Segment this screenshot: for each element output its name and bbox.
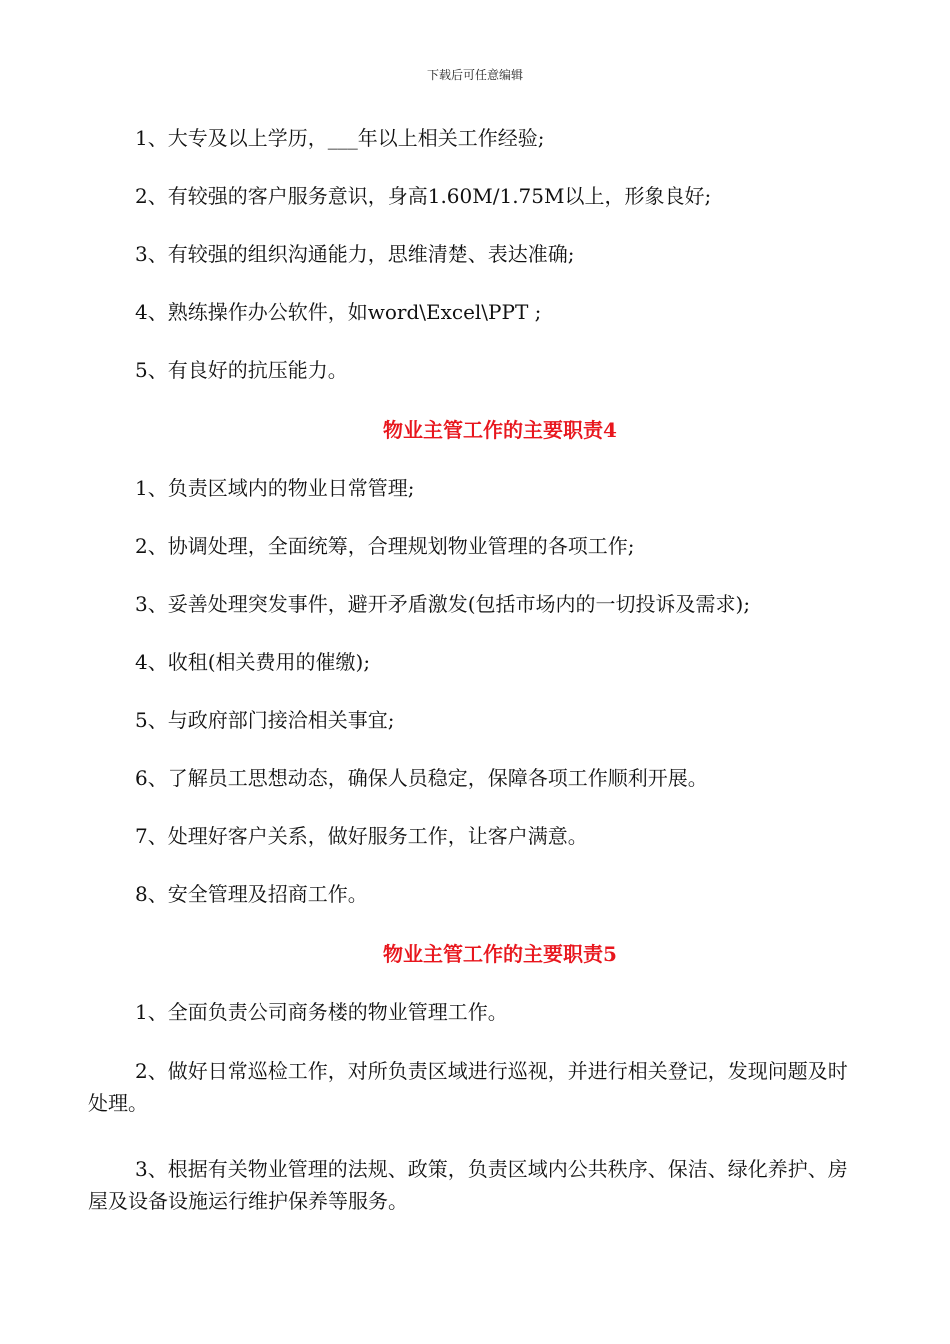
list-item: 5、与政府部门接洽相关事宜;: [135, 708, 395, 732]
list-item: 1、大专及以上学历，___年以上相关工作经验;: [135, 126, 545, 150]
list-item: 3、妥善处理突发事件，避开矛盾激发(包括市场内的一切投诉及需求);: [135, 592, 751, 616]
list-item: 6、了解员工思想动态，确保人员稳定，保障各项工作顺利开展。: [135, 766, 708, 790]
section-heading: 物业主管工作的主要职责5: [383, 942, 617, 966]
list-item: 2、有较强的客户服务意识，身高1.60M/1.75M以上，形象良好;: [135, 184, 712, 208]
list-item: 4、熟练操作办公软件，如word\Excel\PPT ;: [135, 300, 542, 324]
list-item: 7、处理好客户关系，做好服务工作，让客户满意。: [135, 824, 588, 848]
list-item: 1、全面负责公司商务楼的物业管理工作。: [135, 1000, 508, 1024]
list-item: 5、有良好的抗压能力。: [135, 358, 348, 382]
paragraph: 3、根据有关物业管理的法规、政策，负责区域内公共秩序、保洁、绿化养护、房屋及设备设施运行维护保养等服务。: [88, 1157, 848, 1213]
list-item: 4、收租(相关费用的催缴);: [135, 650, 371, 674]
page-header: 下载后可任意编辑: [426, 68, 523, 82]
list-item: 3、有较强的组织沟通能力，思维清楚、表达准确;: [135, 242, 575, 266]
paragraph: 2、做好日常巡检工作，对所负责区域进行巡视，并进行相关登记，发现问题及时处理。: [88, 1059, 848, 1115]
section-heading: 物业主管工作的主要职责4: [383, 418, 617, 442]
list-item: 2、协调处理，全面统筹，合理规划物业管理的各项工作;: [135, 534, 635, 558]
list-item: 1、负责区域内的物业日常管理;: [135, 476, 415, 500]
list-item: 8、安全管理及招商工作。: [135, 882, 368, 906]
